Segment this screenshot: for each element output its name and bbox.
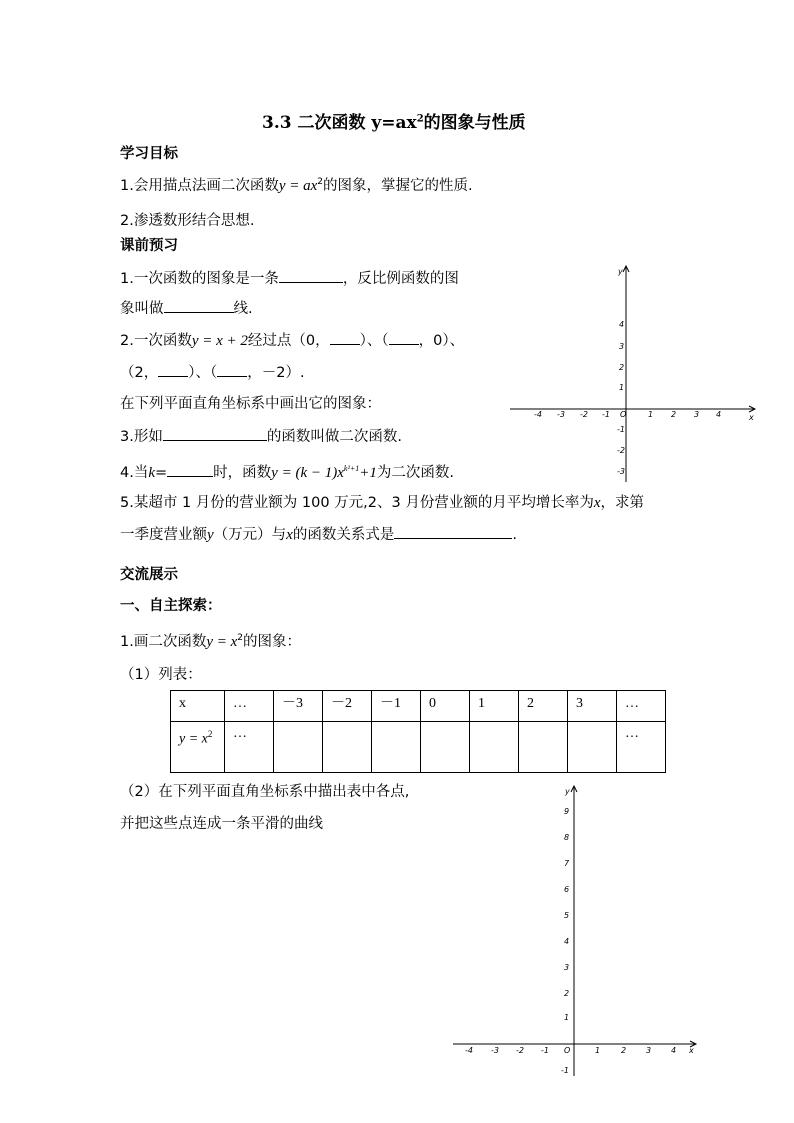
title-sup: 2 (416, 113, 424, 125)
q5b-post: 的函数关系式是 (292, 527, 395, 543)
answer-blank[interactable] (164, 298, 234, 313)
q4-pre: 4.当 (120, 464, 149, 481)
origin-label: O (564, 1046, 571, 1055)
answer-blank[interactable] (163, 426, 267, 441)
x-tick-label: 4 (716, 410, 722, 419)
table-cell-input[interactable] (323, 722, 372, 773)
y-tick-label: 6 (564, 885, 570, 894)
coordinate-grid-2[interactable] (448, 780, 708, 1080)
preview-q1a (120, 268, 459, 289)
e1-post: 的图象： (243, 633, 302, 650)
explore-step2a: （2）在下列平面直角坐标系中描出表中各点, (120, 784, 410, 800)
y-axis-label: y (565, 787, 570, 796)
table-cell: －1 (372, 691, 421, 722)
table-cell: －3 (274, 691, 323, 722)
y-tick-label: 3 (564, 963, 570, 972)
x-tick-label: 1 (648, 410, 654, 419)
x-tick-label: 4 (671, 1046, 677, 1055)
table-cell-input[interactable] (372, 722, 421, 773)
x-tick-label: 1 (595, 1046, 601, 1055)
answer-blank[interactable] (389, 330, 419, 345)
q4-sup: k²+1 (343, 464, 360, 473)
table-cell: 3 (568, 691, 617, 722)
q4-eq: = (155, 464, 168, 481)
x-tick-label: 2 (621, 1046, 627, 1055)
preview-q2c: 在下列平面直角坐标系中画出它的图象： (120, 396, 381, 412)
y-tick-label: 5 (564, 911, 570, 920)
y-tick-label: 1 (619, 383, 625, 392)
goal-1 (120, 172, 473, 196)
row2-head: y = x (179, 731, 208, 747)
preview-q1b (120, 298, 253, 319)
heading-explore: 一、自主探索： (120, 598, 222, 614)
table-cell-input[interactable] (568, 722, 617, 773)
table-cell: 0 (421, 691, 470, 722)
x-tick-label: -3 (557, 410, 565, 419)
x-axis-label: x (689, 1046, 694, 1055)
origin-label: O (620, 410, 627, 419)
y-axis-label: y (618, 267, 623, 276)
y-tick-label: 1 (564, 1013, 570, 1022)
explore-step2b: 并把这些点连成一条平滑的曲线 (120, 816, 323, 832)
y-tick-label: -1 (617, 425, 625, 434)
y-tick-label: 8 (564, 833, 570, 842)
q4-post: 为二次函数. (376, 464, 454, 481)
q5a-post: ，求第 (600, 495, 645, 511)
y-tick-label: 4 (564, 937, 570, 946)
y-tick-label: 9 (564, 807, 570, 816)
table-cell: x (171, 691, 225, 722)
title-prefix: 3.3 二次函数 y=ax (262, 113, 417, 133)
q2a-p3: ，0）、 (418, 333, 465, 349)
q1a-pre: 1.一次函数的图象是一条 (120, 271, 279, 287)
table-cell: －2 (323, 691, 372, 722)
q2a-pre: 2.一次函数 (120, 333, 192, 349)
y-tick-label: 4 (619, 320, 625, 329)
e1-sup: 2 (237, 633, 244, 643)
heading-preview: 课前预习 (120, 238, 178, 254)
y-tick-label: 3 (619, 342, 625, 351)
x-tick-label: -2 (516, 1046, 524, 1055)
q5a-pre: 5.某超市 1 月份的营业额为 100 万元,2、3 月份营业额的月平均增长率为 (120, 495, 594, 511)
table-cell: 2 (519, 691, 568, 722)
table-row (171, 722, 666, 773)
e1-pre: 1.画二次函数 (120, 633, 207, 650)
x-tick-label: 3 (694, 410, 700, 419)
answer-blank[interactable] (394, 524, 512, 539)
goal-1-text: 1.会用描点法画二次函数 (120, 177, 279, 194)
table-cell-head (171, 722, 225, 773)
heading-goals: 学习目标 (120, 146, 178, 162)
answer-blank[interactable] (217, 362, 247, 377)
q3-pre: 3.形如 (120, 429, 163, 445)
q4-mid: 时，函数 (213, 464, 272, 481)
q5b-x: x (286, 527, 293, 543)
x-tick-label: -1 (541, 1046, 549, 1055)
coordinate-grid-1[interactable] (505, 262, 765, 490)
preview-q5a (120, 493, 644, 513)
y-tick-label: -1 (561, 1066, 569, 1075)
table-cell: … (225, 691, 274, 722)
y-tick-label: -3 (617, 467, 625, 476)
q3-post: 的函数叫做二次函数. (266, 429, 402, 445)
table-cell: … (617, 722, 666, 773)
e1-math: y = x (206, 633, 238, 650)
q5b-end: . (512, 527, 517, 543)
q1b-post: 线. (233, 301, 253, 317)
q2a-p2: ）、（ (359, 333, 389, 349)
explore-q1 (120, 628, 301, 652)
q4-k: k (148, 464, 156, 481)
preview-q4 (120, 459, 454, 483)
page-title (262, 108, 526, 133)
q2b-post: ，－2）. (247, 365, 305, 381)
q4-math: y = (k − 1)x (271, 464, 344, 481)
preview-q2a (120, 330, 464, 351)
q2a-mid: 经过点（0， (247, 333, 330, 349)
x-tick-label: 2 (671, 410, 677, 419)
q5b-pre: 一季度营业额 (120, 527, 207, 543)
answer-blank[interactable] (330, 330, 360, 345)
q2b-pre: （2， (120, 365, 159, 381)
goal-1-post: 的图象，掌握它的性质. (323, 177, 473, 194)
x-tick-label: -4 (465, 1046, 473, 1055)
preview-q5b (120, 524, 517, 545)
preview-q3 (120, 426, 402, 447)
answer-blank[interactable] (158, 362, 188, 377)
x-tick-label: -2 (580, 410, 588, 419)
answer-blank[interactable] (279, 268, 343, 283)
title-suffix: 的图象与性质 (423, 113, 526, 133)
goal-1-sup: 2 (317, 177, 324, 187)
q5b-mid: （万元）与 (213, 527, 287, 543)
table-cell-input[interactable] (421, 722, 470, 773)
y-tick-label: 2 (564, 989, 570, 998)
answer-blank[interactable] (167, 462, 213, 477)
q2a-math: y = x + 2 (191, 333, 248, 349)
x-tick-label: -4 (534, 410, 542, 419)
preview-q2b (120, 362, 305, 383)
table-cell-input[interactable] (274, 722, 323, 773)
table-cell: 1 (470, 691, 519, 722)
y-tick-label: -2 (617, 446, 625, 455)
table-cell-input[interactable] (470, 722, 519, 773)
q4-tail: +1 (359, 464, 377, 481)
q5a-x: x (593, 495, 601, 511)
table-cell: … (225, 722, 274, 773)
q5b-y: y (207, 527, 214, 543)
table-cell-input[interactable] (519, 722, 568, 773)
q1a-post: ，反比例函数的图 (342, 271, 459, 287)
x-axis-label: x (749, 413, 754, 422)
value-table (170, 690, 666, 773)
y-tick-label: 7 (564, 859, 570, 868)
x-tick-label: -1 (602, 410, 610, 419)
x-tick-label: -3 (491, 1046, 499, 1055)
q1b-pre: 象叫做 (120, 301, 164, 317)
heading-exchange: 交流展示 (120, 567, 178, 583)
row2-sup: 2 (207, 729, 213, 739)
table-cell: … (617, 691, 666, 722)
y-tick-label: 2 (619, 363, 625, 372)
explore-step1: （1）列表： (120, 667, 202, 683)
q2b-mid: ）、（ (188, 365, 218, 381)
table-row (171, 691, 666, 722)
x-tick-label: 3 (646, 1046, 652, 1055)
goal-1-math: y = ax (278, 177, 318, 194)
goal-2: 2.渗透数形结合思想. (120, 213, 255, 229)
